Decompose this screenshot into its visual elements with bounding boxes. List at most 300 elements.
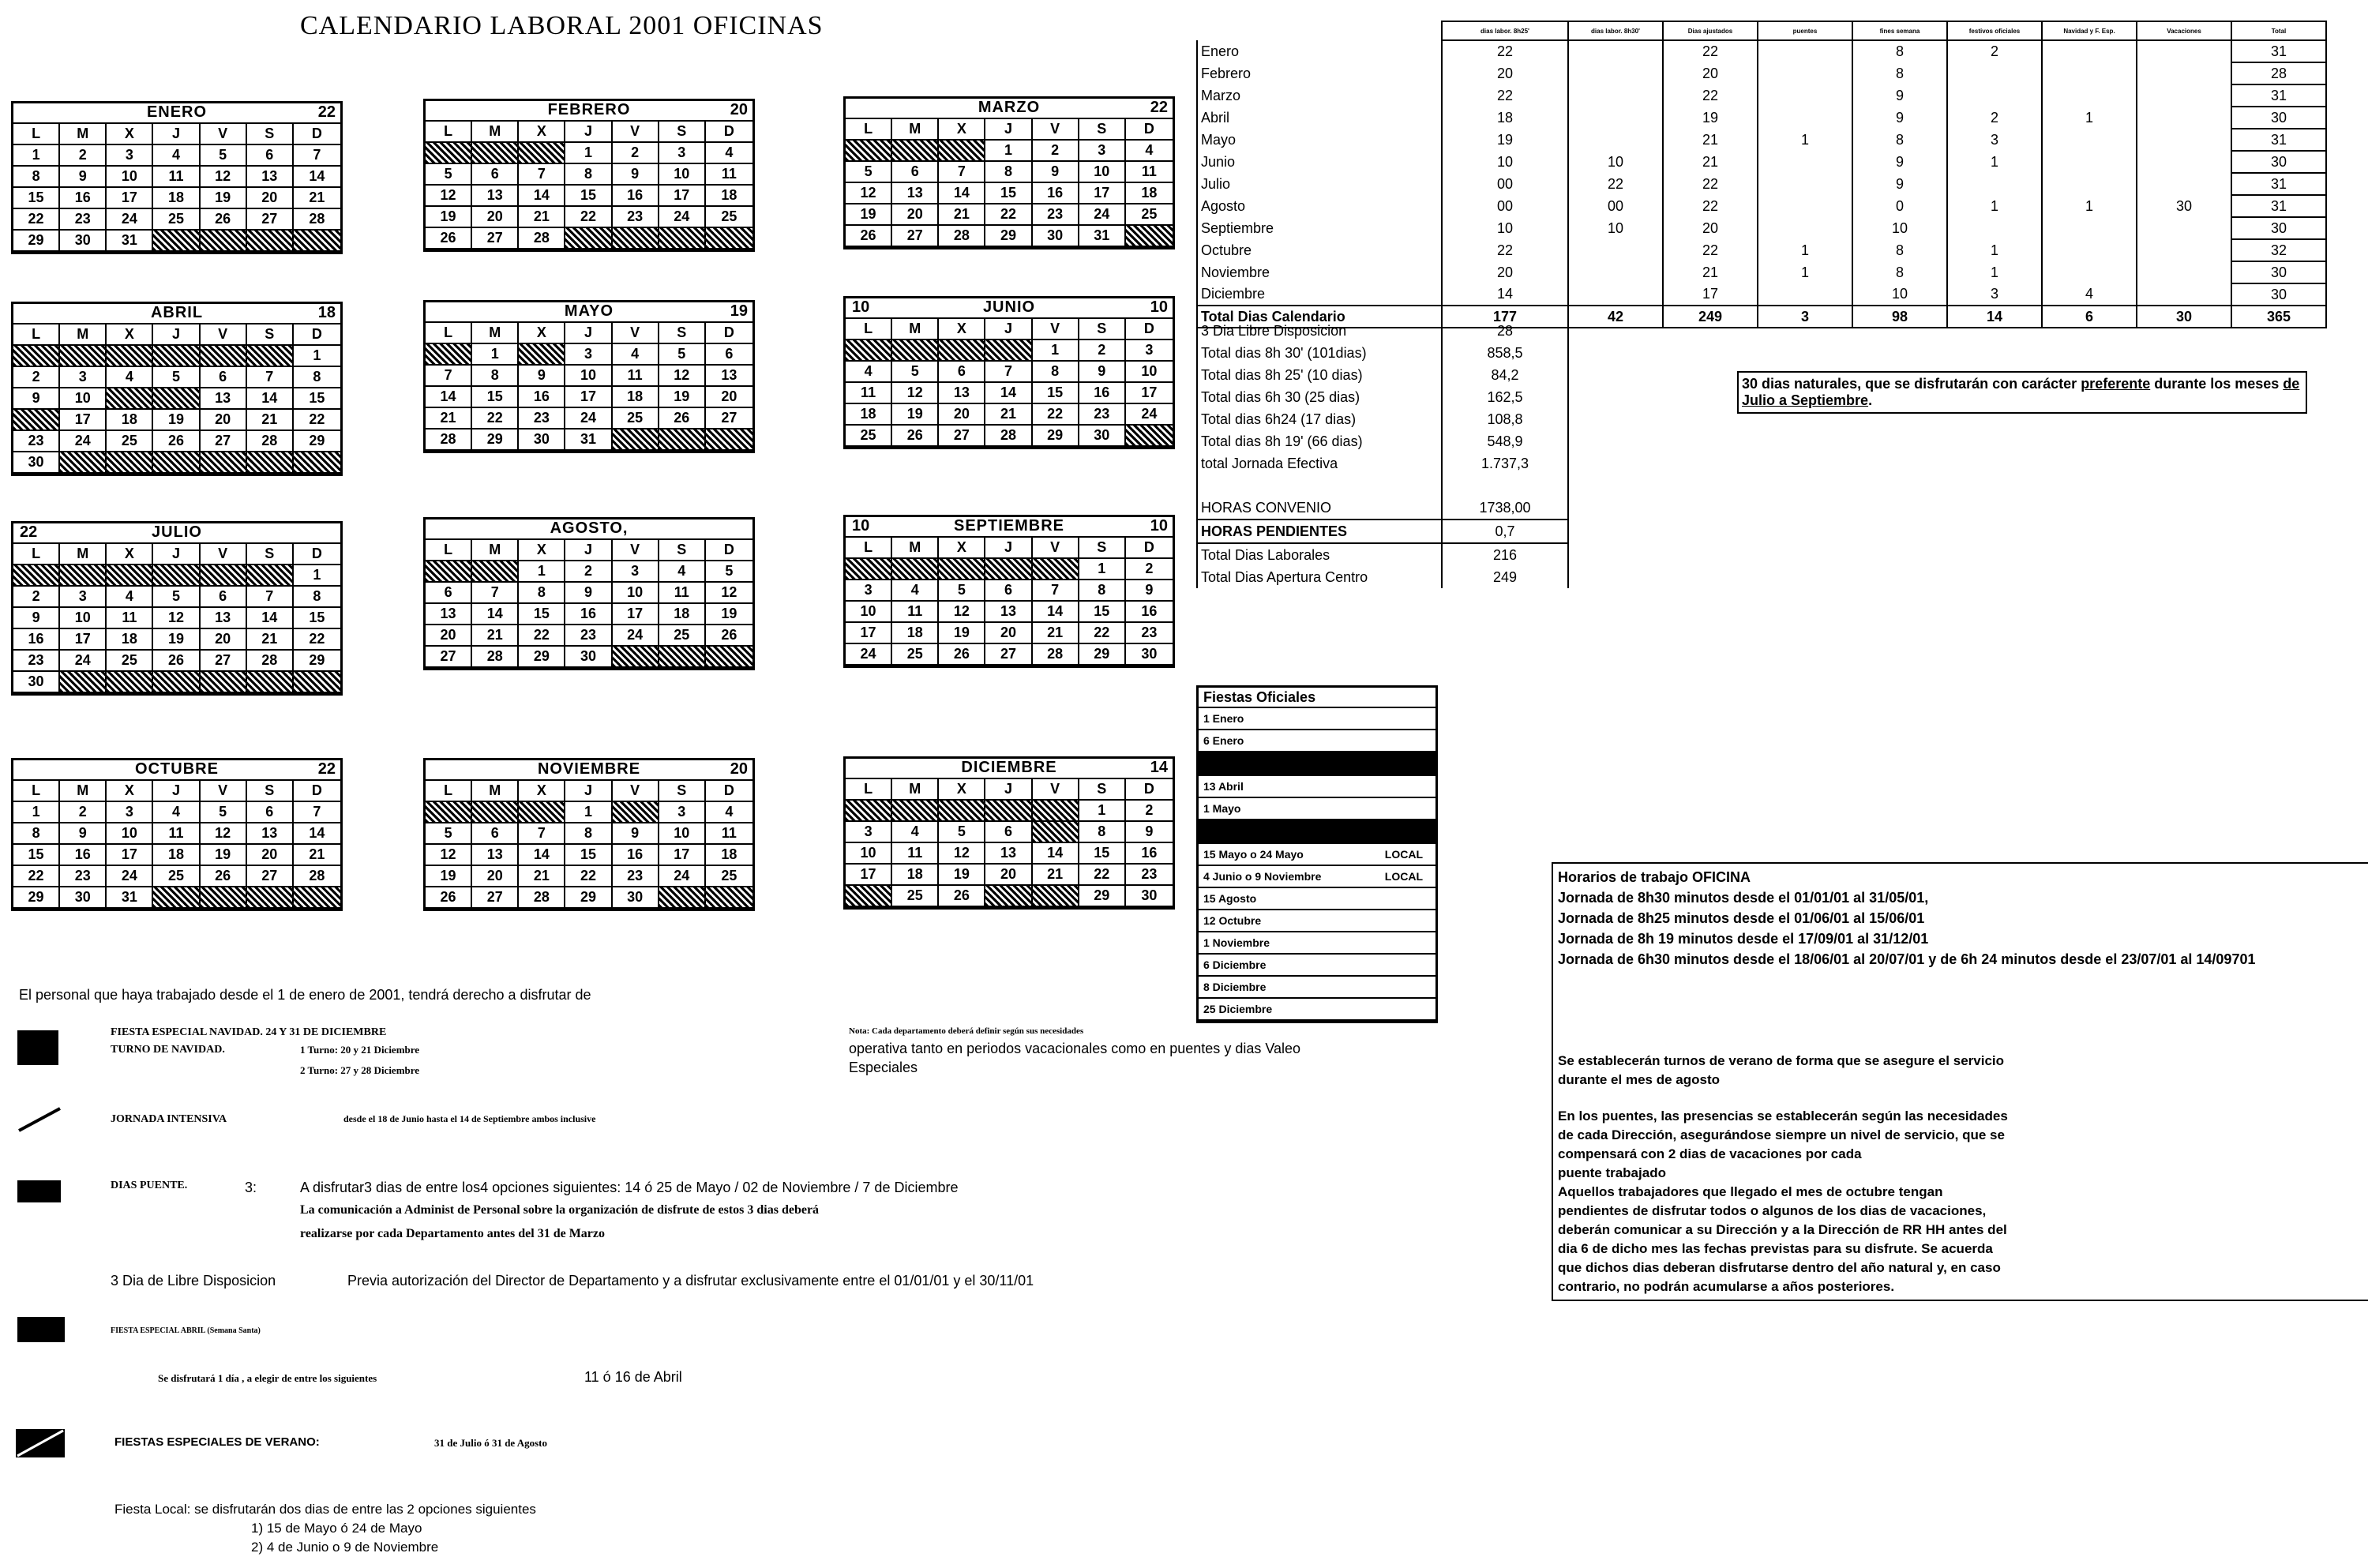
stat-value: 10 <box>1442 151 1568 173</box>
month-header <box>13 760 340 781</box>
day-cell: 3 <box>1079 141 1126 162</box>
intro-text: El personal que haya trabajado desde el 1 de enero de 2001, tendrá derecho a disfrutar de <box>19 987 591 1003</box>
fiesta-date: 4 Junio o 9 Noviembre <box>1203 870 1322 883</box>
day-cell <box>153 231 200 252</box>
summary-row <box>1197 566 1568 588</box>
day-cell: 2 <box>60 145 107 167</box>
stat-value <box>1568 107 1663 129</box>
day-cell: 17 <box>613 604 659 625</box>
day-cell <box>613 430 659 451</box>
day-cell: 21 <box>472 625 519 647</box>
summary-label: Total dias 8h 25' (10 dias) <box>1197 364 1442 386</box>
day-cell: 3 <box>60 367 107 388</box>
day-cell: 18 <box>892 623 939 644</box>
day-cell: 14 <box>985 383 1032 404</box>
horarios-line: puente trabajado <box>1558 1165 1666 1180</box>
day-header: L <box>426 540 472 561</box>
stat-value <box>2137 217 2231 239</box>
stat-value: 2 <box>1947 107 2042 129</box>
day-header: D <box>294 124 340 145</box>
day-cell: 24 <box>613 625 659 647</box>
day-cell: 27 <box>247 209 294 231</box>
day-header: V <box>201 324 247 346</box>
day-header: M <box>472 540 519 561</box>
stat-value <box>2137 239 2231 261</box>
day-header: V <box>1033 779 1079 801</box>
day-cell: 27 <box>985 644 1032 666</box>
day-cell: 2 <box>565 561 612 583</box>
month-9 <box>843 515 1175 668</box>
day-cell: 4 <box>107 587 153 608</box>
summary-label: 3 Dia Libre Disposicion <box>1197 320 1442 342</box>
day-cell: 27 <box>426 647 472 668</box>
month-label: Marzo <box>1197 84 1442 107</box>
summary-label <box>1197 475 1442 497</box>
stat-value <box>2137 261 2231 283</box>
puente-line-2: La comunicación a Administ de Personal sobre la organización de disfrute de estos 3 dias deberá <box>300 1203 820 1217</box>
day-cell: 24 <box>659 866 706 887</box>
day-cell: 10 <box>846 843 892 865</box>
month-header <box>846 298 1173 319</box>
day-cell <box>1033 822 1079 843</box>
day-header: X <box>939 779 985 801</box>
stat-value: 1 <box>1947 151 2042 173</box>
day-cell: 10 <box>659 164 706 186</box>
day-cell: 26 <box>939 886 985 907</box>
day-cell: 27 <box>201 431 247 452</box>
day-header: V <box>201 124 247 145</box>
horarios-line: Jornada de 8h25 minutos desde el 01/06/01 al 15/06/01 <box>1558 910 1925 926</box>
day-cell: 13 <box>426 604 472 625</box>
stat-value <box>1758 195 1852 217</box>
day-header: M <box>472 323 519 344</box>
day-cell: 14 <box>1033 843 1079 865</box>
month-days-grid <box>846 119 1173 247</box>
day-header: V <box>613 323 659 344</box>
day-header: X <box>519 122 565 143</box>
day-header: D <box>706 323 752 344</box>
stat-value: 3 <box>1947 283 2042 306</box>
summary-table <box>1196 320 1569 588</box>
day-cell <box>201 672 247 693</box>
month-days-grid <box>13 324 340 474</box>
day-cell: 11 <box>706 164 752 186</box>
summary-row <box>1197 364 1568 386</box>
month-label: Octubre <box>1197 239 1442 261</box>
day-cell: 15 <box>565 845 612 866</box>
day-cell <box>107 565 153 587</box>
stat-value: 31 <box>2231 129 2326 151</box>
day-cell <box>565 228 612 249</box>
day-cell: 21 <box>519 207 565 228</box>
day-cell: 12 <box>846 183 892 204</box>
day-cell: 24 <box>60 431 107 452</box>
stats-row <box>1197 151 2326 173</box>
day-cell: 12 <box>892 383 939 404</box>
day-cell: 23 <box>519 408 565 430</box>
month-name: JUNIO <box>982 298 1036 316</box>
day-cell: 11 <box>613 366 659 387</box>
day-cell: 15 <box>1033 383 1079 404</box>
day-cell <box>892 340 939 362</box>
day-header: D <box>294 544 340 565</box>
day-cell: 17 <box>659 186 706 207</box>
fiesta-date: 13 Abril <box>1203 780 1244 793</box>
day-cell: 14 <box>472 604 519 625</box>
stat-value: 32 <box>2231 239 2326 261</box>
jornada-icon <box>16 1105 63 1134</box>
summary-label: total Jornada Efectiva <box>1197 452 1442 475</box>
month-8 <box>423 517 755 670</box>
stats-col-header: Total <box>2231 21 2326 40</box>
day-cell: 23 <box>60 209 107 231</box>
day-cell: 5 <box>153 367 200 388</box>
stat-value: 19 <box>1663 107 1758 129</box>
day-cell: 18 <box>107 629 153 651</box>
note-text: . <box>1868 392 1873 408</box>
day-cell: 28 <box>985 426 1032 447</box>
day-cell: 22 <box>1033 404 1079 426</box>
day-cell: 19 <box>153 629 200 651</box>
day-cell: 18 <box>107 410 153 431</box>
day-header: J <box>153 324 200 346</box>
stat-value: 8 <box>1852 239 1947 261</box>
stat-value: 0 <box>1852 195 1947 217</box>
horarios-line: En los puentes, las presencias se establecerán según las necesidades <box>1558 1108 2008 1123</box>
horarios-box <box>1552 862 2368 1301</box>
stat-value <box>2137 107 2231 129</box>
day-cell <box>519 802 565 823</box>
month-name: NOVIEMBRE <box>537 760 641 778</box>
month-header <box>846 99 1173 119</box>
day-cell <box>201 452 247 474</box>
day-cell: 2 <box>1126 559 1173 580</box>
day-header: S <box>247 781 294 802</box>
navidad-turno-1: 1 Turno: 20 y 21 Diciembre <box>300 1044 420 1056</box>
day-header: S <box>659 781 706 802</box>
summary-label: Total dias 8h 30' (101dias) <box>1197 342 1442 364</box>
day-header: M <box>60 324 107 346</box>
stat-value: 00 <box>1442 195 1568 217</box>
day-cell: 12 <box>706 583 752 604</box>
summary-value: 249 <box>1442 566 1568 588</box>
day-cell <box>706 228 752 249</box>
day-cell <box>659 430 706 451</box>
day-header: S <box>1079 319 1126 340</box>
day-cell <box>201 346 247 367</box>
stats-row <box>1197 107 2326 129</box>
stat-value: 22 <box>1442 84 1568 107</box>
day-header: D <box>1126 779 1173 801</box>
abril-icon <box>17 1317 65 1342</box>
stat-value: 31 <box>2231 195 2326 217</box>
total-value: 365 <box>2231 306 2326 328</box>
day-cell: 1 <box>294 346 340 367</box>
day-header: J <box>985 319 1032 340</box>
day-cell: 24 <box>846 644 892 666</box>
day-cell: 26 <box>153 431 200 452</box>
day-cell <box>13 346 60 367</box>
horarios-line: dia 6 de dicho mes las fechas previstas para su disfrute. Se acuerda <box>1558 1241 1993 1256</box>
day-cell: 23 <box>1079 404 1126 426</box>
day-header: V <box>1033 538 1079 559</box>
day-cell: 11 <box>1126 162 1173 183</box>
month-name: DICIEMBRE <box>961 759 1057 776</box>
stat-value <box>2042 151 2137 173</box>
stats-row <box>1197 173 2326 195</box>
day-cell: 30 <box>519 430 565 451</box>
day-cell: 19 <box>426 866 472 887</box>
month-workdays: 18 <box>317 304 336 321</box>
day-header: X <box>107 781 153 802</box>
day-cell: 11 <box>107 608 153 629</box>
stat-value <box>1758 151 1852 173</box>
day-cell: 26 <box>201 866 247 887</box>
day-cell: 29 <box>294 651 340 672</box>
day-cell: 26 <box>153 651 200 672</box>
fiesta-item <box>1199 798 1435 820</box>
day-cell <box>107 672 153 693</box>
day-cell: 14 <box>294 167 340 188</box>
day-cell: 25 <box>153 866 200 887</box>
day-cell: 5 <box>659 344 706 366</box>
stat-value <box>2137 62 2231 84</box>
day-cell: 15 <box>519 604 565 625</box>
day-cell: 23 <box>60 866 107 887</box>
summary-row <box>1197 320 1568 342</box>
month-days-grid <box>846 538 1173 666</box>
month-label: Mayo <box>1197 129 1442 151</box>
day-cell: 20 <box>201 629 247 651</box>
day-cell: 20 <box>939 404 985 426</box>
day-header: J <box>153 544 200 565</box>
day-cell: 18 <box>613 387 659 408</box>
day-cell: 18 <box>706 845 752 866</box>
day-cell: 25 <box>107 431 153 452</box>
day-header: V <box>201 781 247 802</box>
day-cell: 1 <box>13 145 60 167</box>
day-cell: 6 <box>472 823 519 845</box>
horarios-line: Horarios de trabajo OFICINA <box>1558 869 1751 885</box>
day-cell <box>426 143 472 164</box>
day-cell: 23 <box>1126 865 1173 886</box>
day-cell: 17 <box>1079 183 1126 204</box>
day-cell: 2 <box>1033 141 1079 162</box>
month-name: MARZO <box>978 99 1041 116</box>
stat-value: 00 <box>1568 195 1663 217</box>
summary-label: Total dias 6h24 (17 dias) <box>1197 408 1442 430</box>
day-cell: 29 <box>294 431 340 452</box>
day-cell: 19 <box>201 845 247 866</box>
stat-value: 4 <box>2042 283 2137 306</box>
month-6 <box>843 296 1175 449</box>
month-label: Febrero <box>1197 62 1442 84</box>
day-cell: 8 <box>472 366 519 387</box>
day-cell: 4 <box>706 802 752 823</box>
day-cell: 23 <box>565 625 612 647</box>
summary-row <box>1197 475 1568 497</box>
day-cell: 15 <box>13 845 60 866</box>
day-cell: 10 <box>60 608 107 629</box>
day-cell: 9 <box>1126 580 1173 602</box>
horarios-line: Aquellos trabajadores que llegado el mes de octubre tengan <box>1558 1184 1943 1199</box>
horarios-line: Jornada de 6h30 minutos desde el 18/06/01 al 20/07/01 y de 6h 24 minutos desde el 23/07/01 al 14/09701 <box>1558 951 2256 967</box>
day-cell <box>613 647 659 668</box>
day-cell: 24 <box>565 408 612 430</box>
day-header: M <box>472 122 519 143</box>
day-cell: 11 <box>659 583 706 604</box>
stat-value: 21 <box>1663 151 1758 173</box>
fiesta-local: LOCAL <box>1384 870 1423 883</box>
day-cell: 21 <box>294 188 340 209</box>
day-cell: 7 <box>247 367 294 388</box>
day-cell: 5 <box>426 823 472 845</box>
day-cell <box>472 561 519 583</box>
month-header <box>426 520 752 540</box>
stats-col-header: Navidad y F. Esp. <box>2042 21 2137 40</box>
month-name: ENERO <box>146 103 208 121</box>
day-cell: 1 <box>13 802 60 823</box>
day-cell: 5 <box>892 362 939 383</box>
day-cell: 14 <box>939 183 985 204</box>
day-cell: 3 <box>565 344 612 366</box>
day-cell: 9 <box>519 366 565 387</box>
day-cell: 27 <box>472 887 519 909</box>
day-cell: 1 <box>294 565 340 587</box>
month-label: Julio <box>1197 173 1442 195</box>
month-10 <box>11 758 343 911</box>
day-cell: 1 <box>985 141 1032 162</box>
day-cell <box>426 802 472 823</box>
stat-value: 9 <box>1852 107 1947 129</box>
day-cell: 31 <box>1079 226 1126 247</box>
stats-row <box>1197 261 2326 283</box>
horarios-line: que dichos dias deberan disfrutarse dentro del año natural y, en caso <box>1558 1260 2001 1275</box>
stat-value: 14 <box>1442 283 1568 306</box>
stat-value <box>1947 217 2042 239</box>
day-cell: 10 <box>1126 362 1173 383</box>
day-header: L <box>13 781 60 802</box>
day-cell: 28 <box>426 430 472 451</box>
day-cell: 16 <box>519 387 565 408</box>
day-cell: 3 <box>60 587 107 608</box>
stat-value <box>2137 84 2231 107</box>
day-cell: 29 <box>13 887 60 909</box>
day-header: D <box>1126 319 1173 340</box>
day-cell <box>426 344 472 366</box>
month-4 <box>11 302 343 476</box>
stat-value: 9 <box>1852 173 1947 195</box>
day-cell: 22 <box>294 629 340 651</box>
day-header: D <box>294 324 340 346</box>
fiesta-item <box>1199 752 1435 776</box>
day-cell: 8 <box>565 823 612 845</box>
day-cell <box>60 452 107 474</box>
day-cell: 19 <box>153 410 200 431</box>
day-cell <box>706 647 752 668</box>
fiesta-date: 12 Octubre <box>1203 914 1262 927</box>
stat-value <box>2042 261 2137 283</box>
total-value: 177 <box>1442 306 1568 328</box>
day-cell: 20 <box>247 845 294 866</box>
summary-label: Total dias 6h 30 (25 dias) <box>1197 386 1442 408</box>
day-cell: 14 <box>1033 602 1079 623</box>
month-7 <box>11 521 343 696</box>
month-days-grid <box>426 540 752 668</box>
day-cell: 4 <box>892 822 939 843</box>
month-label: Junio <box>1197 151 1442 173</box>
stat-value <box>2137 173 2231 195</box>
month-label: Diciembre <box>1197 283 1442 306</box>
summary-row <box>1197 408 1568 430</box>
month-days-grid <box>426 122 752 249</box>
day-cell <box>153 452 200 474</box>
day-cell: 21 <box>247 410 294 431</box>
fiesta-item <box>1199 776 1435 798</box>
puente-num: 3: <box>245 1180 257 1195</box>
month-left-number: 22 <box>20 523 38 541</box>
day-cell <box>985 559 1032 580</box>
summary-value: 548,9 <box>1442 430 1568 452</box>
stat-value: 8 <box>1852 129 1947 151</box>
day-header: L <box>846 119 892 141</box>
month-name: OCTUBRE <box>135 760 219 778</box>
day-cell: 1 <box>565 802 612 823</box>
fiesta-date: 8 Diciembre <box>1203 981 1267 993</box>
day-cell: 8 <box>1079 580 1126 602</box>
stat-value <box>1758 84 1852 107</box>
day-cell: 29 <box>1079 644 1126 666</box>
navidad-title: FIESTA ESPECIAL NAVIDAD. 24 Y 31 DE DICIEMBRE <box>111 1026 387 1038</box>
day-cell: 20 <box>706 387 752 408</box>
day-cell: 23 <box>1033 204 1079 226</box>
summary-row <box>1197 497 1568 520</box>
day-cell: 7 <box>985 362 1032 383</box>
stat-value <box>1568 84 1663 107</box>
verano-icon <box>16 1429 65 1457</box>
stat-value: 10 <box>1568 151 1663 173</box>
month-workdays: 10 <box>1150 298 1168 316</box>
fiesta-item <box>1199 955 1435 977</box>
stats-col-header: Dias ajustados <box>1663 21 1758 40</box>
day-cell: 10 <box>846 602 892 623</box>
libre-label: 3 Dia de Libre Disposicion <box>111 1273 276 1289</box>
day-header: X <box>107 544 153 565</box>
fiestas-oficiales <box>1196 685 1438 1023</box>
day-header: S <box>247 124 294 145</box>
day-cell: 12 <box>201 167 247 188</box>
day-cell: 17 <box>846 865 892 886</box>
day-cell: 25 <box>892 644 939 666</box>
day-cell: 4 <box>706 143 752 164</box>
horarios-line: pendientes de disfrutar todos o algunos de los dias de vacaciones, <box>1558 1203 1987 1218</box>
stat-value <box>1947 62 2042 84</box>
summary-row <box>1197 342 1568 364</box>
day-cell: 7 <box>519 823 565 845</box>
day-cell: 19 <box>892 404 939 426</box>
day-cell: 2 <box>1079 340 1126 362</box>
fiesta-item <box>1199 910 1435 932</box>
stat-value <box>2137 151 2231 173</box>
fiesta-item <box>1199 730 1435 752</box>
day-cell: 22 <box>1079 865 1126 886</box>
month-days-grid <box>846 779 1173 907</box>
month-workdays: 10 <box>1150 517 1168 535</box>
note-text: 30 dias naturales, que se disfrutarán con carácter <box>1742 376 2081 392</box>
day-cell: 6 <box>706 344 752 366</box>
day-cell: 2 <box>60 802 107 823</box>
fiesta-date: 1 Noviembre <box>1203 936 1270 949</box>
